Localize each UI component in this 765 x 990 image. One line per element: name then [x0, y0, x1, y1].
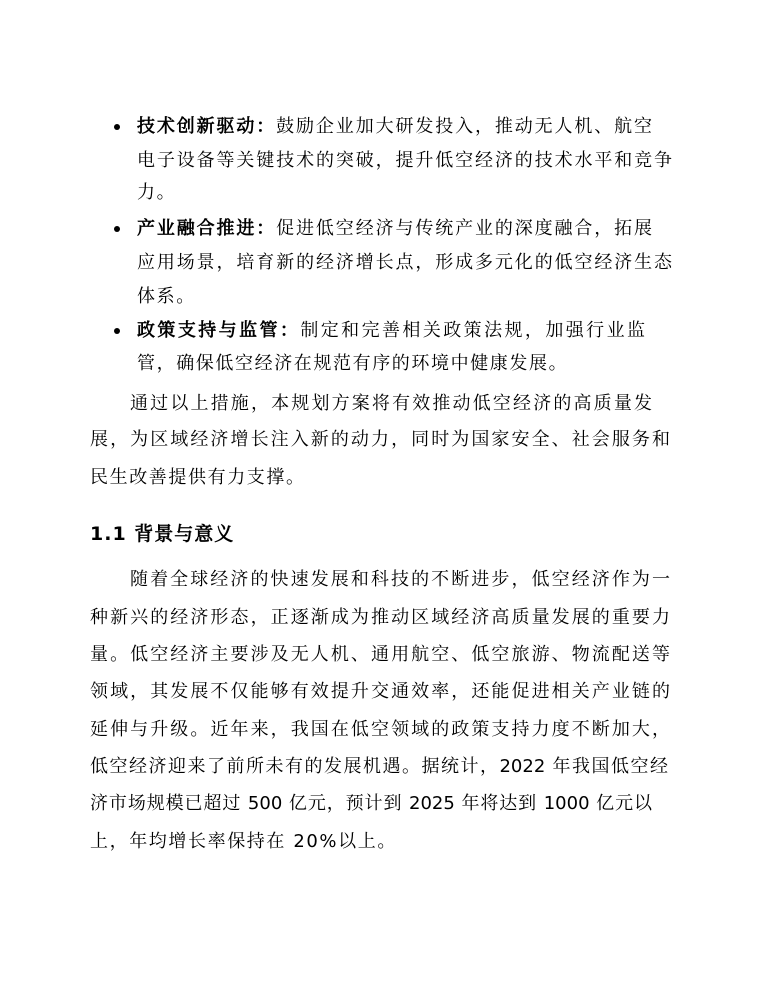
section-heading: 1.1 背景与意义 — [90, 523, 235, 545]
bullet-dot-icon — [114, 226, 120, 232]
text-line: 低空经济迎来了前所未有的发展机遇。据统计，2022 年我国低空经 — [90, 756, 668, 777]
text-line: 领域，其发展不仅能够有效提升交通效率，还能促进相关产业链的 — [90, 681, 670, 702]
text-line: 随着全球经济的快速发展和科技的不断进步，低空经济作为一 — [130, 569, 670, 590]
bullet-text: 促进低空经济与传统产业的深度融合，拓展 — [276, 218, 652, 239]
text-line: 应用场景，培育新的经济增长点，形成多元化的低空经济生态 — [137, 252, 672, 273]
bullet-dot-icon — [114, 328, 120, 334]
text-line: 体系。 — [137, 286, 196, 307]
text-line: 民生改善提供有力支撑。 — [90, 467, 306, 488]
text-line: 电子设备等关键技术的突破，提升低空经济的技术水平和竞争 — [137, 150, 672, 171]
bullet-dot-icon — [114, 124, 120, 130]
bullet-term: 政策支持与监管： — [137, 320, 301, 341]
text-line — [137, 318, 645, 344]
bullet-term: 技术创新驱动： — [137, 116, 277, 137]
text-line: 延伸与升级。近年来，我国在低空领域的政策支持力度不断加大， — [90, 719, 670, 740]
text-line: 种新兴的经济形态，正逐渐成为推动区域经济高质量发展的重要力 — [90, 607, 670, 628]
text-line: 济市场规模已超过 500 亿元，预计到 2025 年将达到 1000 亿元以 — [90, 793, 652, 814]
bullet-text: 制定和完善相关政策法规，加强行业监 — [300, 320, 645, 341]
text-line: 上，年均增长率保持在 20%以上。 — [90, 831, 397, 852]
text-line: 量。低空经济主要涉及无人机、通用航空、低空旅游、物流配送等 — [90, 644, 670, 665]
text-line: 力。 — [137, 182, 177, 203]
text-line: 展，为区域经济增长注入新的动力，同时为国家安全、社会服务和 — [90, 429, 670, 450]
text-line — [137, 216, 652, 242]
text-line: 管，确保低空经济在规范有序的环境中健康发展。 — [137, 353, 569, 374]
text-line: 通过以上措施，本规划方案将有效推动低空经济的高质量发 — [130, 393, 652, 414]
bullet-term: 产业融合推进： — [137, 218, 277, 239]
text-line — [137, 114, 652, 140]
bullet-text: 鼓励企业加大研发投入，推动无人机、航空 — [276, 116, 652, 137]
